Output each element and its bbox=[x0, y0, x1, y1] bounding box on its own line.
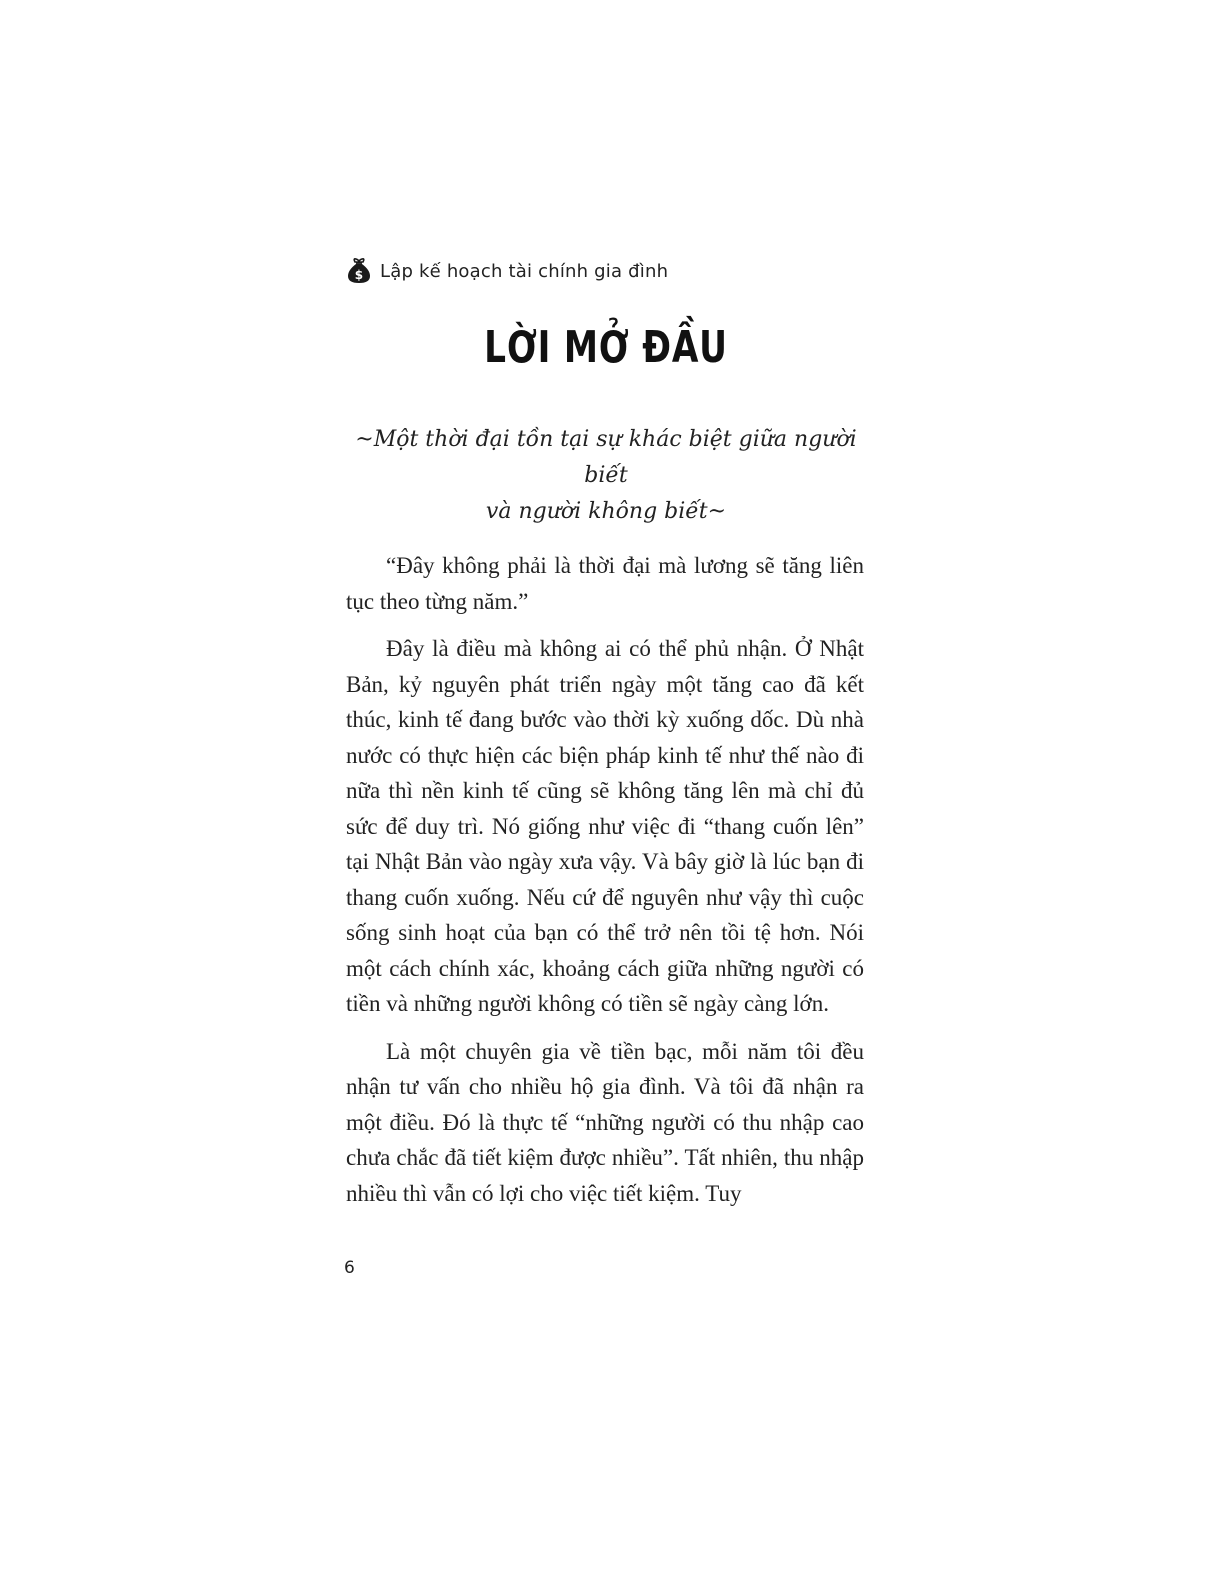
body-text bbox=[346, 548, 864, 1223]
epigraph bbox=[346, 422, 866, 530]
running-title: Lập kế hoạch tài chính gia đình bbox=[380, 260, 669, 282]
svg-text:$: $ bbox=[354, 268, 364, 282]
paragraph: Là một chuyên gia về tiền bạc, mỗi năm tôi đều nhận tư vấn cho nhiều hộ gia đình. Và tôi đã nhận ra một điều. Đó là thực tế “những người có thu nhập cao chưa chắc đã tiết kiệm được nhiều”. Tất nhiên, thu nhập nhiều thì vẫn có lợi cho việc tiết kiệm. Tuy bbox=[346, 1038, 864, 1206]
epigraph-line-1: ~Một thời đại tồn tại sự khác biệt giữa người biết bbox=[355, 427, 857, 488]
epigraph-line-2: và người không biết~ bbox=[485, 499, 727, 524]
money-bag-icon bbox=[346, 257, 372, 285]
paragraph: “Đây không phải là thời đại mà lương sẽ tăng liên tục theo từng năm.” bbox=[346, 553, 864, 614]
chapter-title: LỜI MỞ ĐẦU bbox=[484, 322, 728, 373]
running-header bbox=[346, 256, 668, 286]
paragraph: Đây là điều mà không ai có thể phủ nhận. Ở Nhật Bản, kỷ nguyên phát triển ngày một tăng cao đã kết thúc, kinh tế đang bước vào thời kỳ xuống dốc. Dù nhà nước có thực hiện các biện pháp kinh tế như thế nào đi nữa thì nền kinh tế cũng sẽ không tăng lên mà chỉ đủ sức để duy trì. Nó giống như việc đi “thang cuốn lên” tại Nhật Bản vào ngày xưa vậy. Và bây giờ là lúc bạn đi thang cuốn xuống. Nếu cứ để nguyên như vậy thì cuộc sống sinh hoạt của bạn có thể trở nên tồi tệ hơn. Nói một cách chính xác, khoảng cách giữa những người có tiền và những người không có tiền sẽ ngày càng lớn. bbox=[346, 636, 864, 1016]
page-number: 6 bbox=[344, 1258, 355, 1278]
